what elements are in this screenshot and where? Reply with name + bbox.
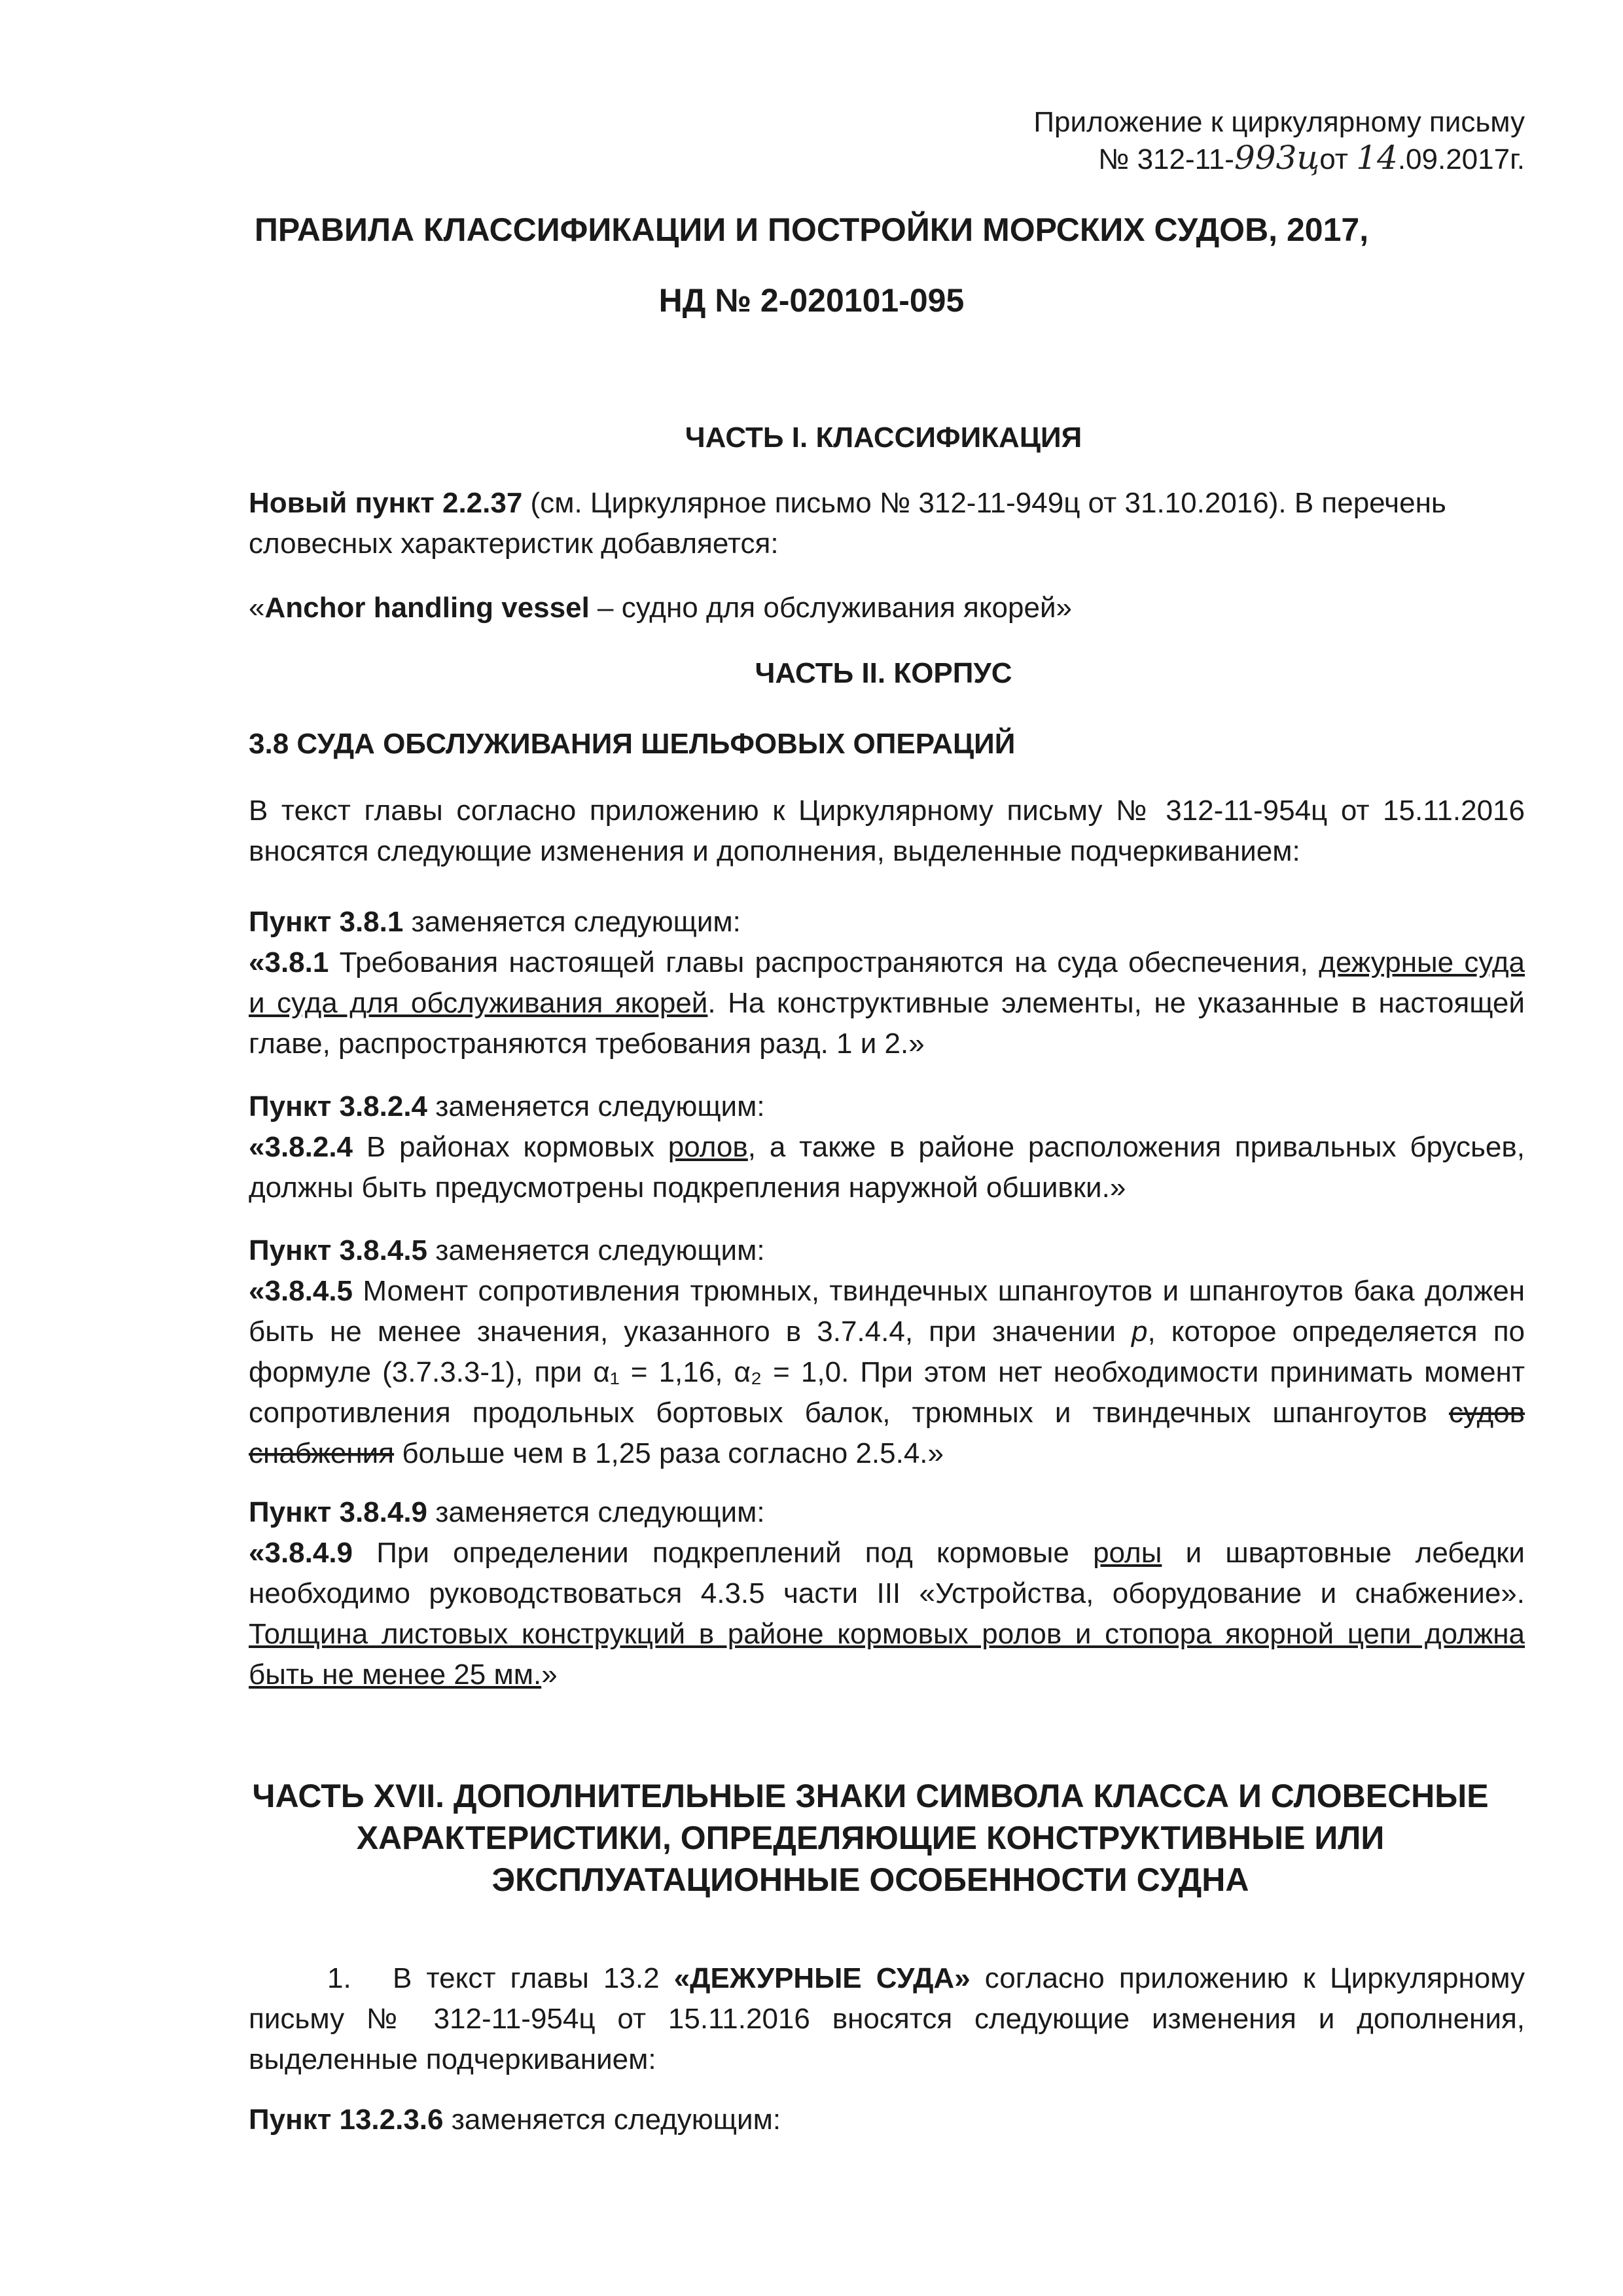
part1-heading: ЧАСТЬ I. КЛАССИФИКАЦИЯ bbox=[685, 422, 1082, 454]
appendix-line1: Приложение к циркулярному письму bbox=[1033, 106, 1525, 138]
part2-heading: ЧАСТЬ II. КОРПУС bbox=[755, 657, 1012, 689]
appendix-reference bbox=[1033, 105, 1525, 177]
document-number: НД № 2-020101-095 bbox=[658, 282, 965, 319]
part1-quote: «Anchor handling vessel – судно для обслуживания якорей» bbox=[249, 592, 1073, 624]
item-3-8-2-4-label: Пункт 3.8.2.4 заменяется следующим: bbox=[249, 1090, 765, 1122]
part17-item1-number: 1. bbox=[327, 1962, 351, 1994]
item-3-8-2-4-text: «3.8.2.4 В районах кормовых ролов, а также в районе расположения привальных брусьев, должны быть предусмотрены подкрепления наружной обшивки.» bbox=[249, 1131, 1525, 1204]
handwritten-day: 14 bbox=[1356, 139, 1398, 177]
part17-heading-line3: ЭКСПЛУАТАЦИОННЫЕ ОСОБЕННОСТИ СУДНА bbox=[491, 1861, 1249, 1898]
part17-heading-line1: ЧАСТЬ XVII. ДОПОЛНИТЕЛЬНЫЕ ЗНАКИ СИМВОЛА КЛАССА И СЛОВЕСНЫЕ bbox=[252, 1778, 1489, 1814]
item-3-8-4-5-text: «3.8.4.5 Момент сопротивления трюмных, твиндечных шпангоутов и шпангоутов бака должен быть не менее значения, указанного в 3.7.4.4, при значении p, которое определяется по формуле (3.7.3.3-1), при α₁ = 1,16, α₂ = 1,0. При этом нет необходимости принимать момент сопротивления продольных бортовых балок, трюмных и твиндечных шпангоутов судов снабжения больше чем в 1,25 раза согласно 2.5.4.» bbox=[249, 1275, 1525, 1469]
part17-heading-line2: ХАРАКТЕРИСТИКИ, ОПРЕДЕЛЯЮЩИЕ КОНСТРУКТИВНЫЕ ИЛИ bbox=[356, 1820, 1385, 1856]
handwritten-letter-number: 993ц bbox=[1234, 139, 1320, 177]
part17-heading bbox=[216, 1775, 1525, 1901]
item-13-2-3-6-label: Пункт 13.2.3.6 заменяется следующим: bbox=[249, 2104, 781, 2136]
item-3-8-4-9-label: Пункт 3.8.4.9 заменяется следующим: bbox=[249, 1496, 765, 1528]
part17-item1: 1. В текст главы 13.2 «ДЕЖУРНЫЕ СУДА» согласно приложению к Циркулярному письму № 312-11-954ц от 15.11.2016 вносятся следующие изменения и дополнения, выделенные подчеркиванием: bbox=[249, 1958, 1525, 2080]
struck-underlined-text: снабжения bbox=[249, 1437, 395, 1469]
item-3-8-4-5-label: Пункт 3.8.4.5 заменяется следующим: bbox=[249, 1234, 765, 1266]
document-title: ПРАВИЛА КЛАССИФИКАЦИИ И ПОСТРОЙКИ МОРСКИХ СУДОВ, 2017, bbox=[254, 211, 1369, 248]
item-3-8-1-text: «3.8.1 Требования настоящей главы распространяются на суда обеспечения, дежурные суда и суда для обслуживания якорей. На конструктивные элементы, не указанные в настоящей главе, распространяются требования разд. 1 и 2.» bbox=[249, 946, 1525, 1060]
section-3-8-heading: 3.8 СУДА ОБСЛУЖИВАНИЯ ШЕЛЬФОВЫХ ОПЕРАЦИЙ bbox=[249, 728, 1016, 760]
part1-new-item: Новый пункт 2.2.37 (см. Циркулярное письмо № 312-11-949ц от 31.10.2016). В перечень словесных характеристик добавляется: bbox=[249, 487, 1446, 560]
item-3-8-1-label: Пункт 3.8.1 заменяется следующим: bbox=[249, 906, 741, 938]
appendix-line2: № 312-11-993цот 14.09.2017г. bbox=[1098, 139, 1525, 177]
part2-intro: В текст главы согласно приложению к Циркулярному письму № 312-11-954ц от 15.11.2016 вносятся следующие изменения и дополнения, выделенные подчеркиванием: bbox=[249, 795, 1525, 867]
struck-text: судов bbox=[1448, 1397, 1525, 1429]
item-3-8-4-9-text: «3.8.4.9 При определении подкреплений под кормовые ролы и швартовные лебедки необходимо руководствоваться 4.3.5 части III «Устройства, оборудование и снабжение». Толщина листовых конструкций в районе кормовых ролов и стопора якорной цепи должна быть не менее 25 мм.» bbox=[249, 1537, 1525, 1691]
